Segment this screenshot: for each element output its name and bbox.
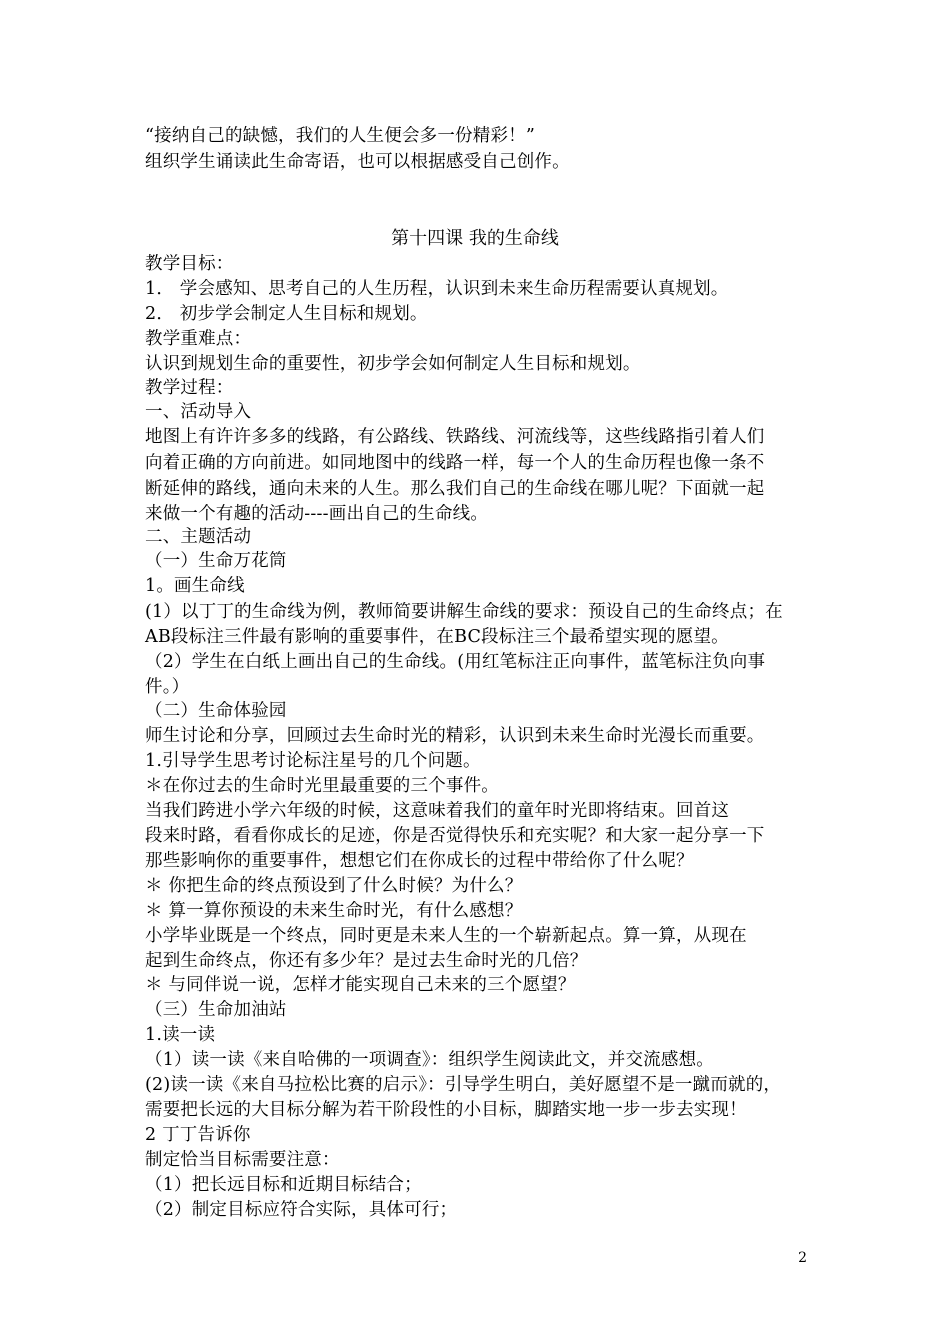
section1-heading: （一）生命万花筒	[145, 551, 287, 571]
life-quote: “接纳自己的缺憾，我们的人生便会多一份精彩！”	[145, 126, 535, 146]
question-1: ＊在你过去的生命时光里最重要的三个事件。	[145, 776, 499, 796]
part2-heading: 二、主题活动	[145, 527, 252, 547]
question-3-line-2: 起到生命终点，你还有多少年？是过去生命时光的几倍？	[145, 951, 588, 971]
section2-text: 师生讨论和分享，回顾过去生命时光的精彩，认识到未来生命时光漫长而重要。	[145, 726, 765, 746]
section3-heading: （三）生命加油站	[145, 1000, 287, 1020]
lesson-title: 第十四课 我的生命线	[391, 228, 559, 249]
page-number: 2	[798, 1250, 807, 1266]
tell-item-1: （1）把长远目标和近期目标结合；	[145, 1175, 422, 1195]
question-1-line-3: 那些影响你的重要事件，想想它们在你成长的过程中带给你了什么呢？	[145, 851, 694, 871]
key-heading: 教学重难点：	[145, 329, 252, 349]
draw-item-2-line-1: （2）学生在白纸上画出自己的生命线。(用红笔标注正向事件，蓝笔标注负向事	[145, 652, 766, 672]
goal-1: 1． 学会感知、思考自己的人生历程，认识到未来生命历程需要认真规划。	[145, 279, 729, 299]
draw-heading: 1。画生命线	[145, 576, 245, 596]
question-4: ＊ 与同伴说一说，怎样才能实现自己未来的三个愿望？	[145, 975, 576, 995]
read-item-1: （1）读一读《来自哈佛的一项调查》：组织学生阅读此文，并交流感想。	[145, 1050, 714, 1070]
intro-paragraph-line-2: 向着正确的方向前进。如同地图中的线路一样，每一个人的生命历程也像一条不	[145, 453, 765, 473]
tell-item-2: （2）制定目标应符合实际，具体可行；	[145, 1200, 458, 1220]
question-1-line-2: 段来时路，看看你成长的足迹，你是否觉得快乐和充实呢？和大家一起分享一下	[145, 826, 765, 846]
intro-paragraph-line-1: 地图上有许许多多的线路，有公路线、铁路线、河流线等，这些线路指引着人们	[145, 427, 765, 447]
intro-paragraph-line-3: 断延伸的路线，通向未来的人生。那么我们自己的生命线在哪儿呢？下面就一起	[145, 479, 765, 499]
read-item-2-line-1: (2)读一读《来自马拉松比赛的启示》：引导学生明白，美好愿望不是一蹴而就的，	[145, 1075, 782, 1095]
question-1-line-1: 当我们跨进小学六年级的时候，这意味着我们的童年时光即将结束。回首这	[145, 801, 730, 821]
draw-item-2-line-2: 件。）	[145, 677, 190, 697]
question-3-line-1: 小学毕业既是一个终点，同时更是未来人生的一个崭新起点。算一算，从现在	[145, 926, 747, 946]
part1-heading: 一、活动导入	[145, 402, 252, 422]
draw-item-1-line-1: (1）以丁丁的生命线为例，教师简要讲解生命线的要求：预设自己的生命终点；在	[145, 602, 783, 622]
draw-item-1-line-2: AB段标注三件最有影响的重要事件，在BC段标注三个最希望实现的愿望。	[145, 627, 729, 647]
goal-2: 2． 初步学会制定人生目标和规划。	[145, 304, 428, 324]
goals-heading: 教学目标：	[145, 254, 234, 274]
quote-note: 组织学生诵读此生命寄语，也可以根据感受自己创作。	[145, 152, 570, 172]
tell-heading: 2 丁丁告诉你	[145, 1125, 251, 1145]
section2-heading: （二）生命体验园	[145, 701, 287, 721]
read-heading: 1.读一读	[145, 1025, 216, 1045]
key-text: 认识到规划生命的重要性，初步学会如何制定人生目标和规划。	[145, 354, 641, 374]
process-heading: 教学过程：	[145, 378, 234, 398]
question-2: ＊ 你把生命的终点预设到了什么时候？为什么？	[145, 876, 523, 896]
guide-heading: 1.引导学生思考讨论标注星号的几个问题。	[145, 751, 481, 771]
question-3: ＊ 算一算你预设的未来生命时光，有什么感想？	[145, 901, 523, 921]
intro-paragraph-line-4: 来做一个有趣的活动----画出自己的生命线。	[145, 504, 489, 524]
read-item-2-line-2: 需要把长远的大目标分解为若干阶段性的小目标，脚踏实地一步一步去实现！	[145, 1100, 747, 1120]
tell-intro: 制定恰当目标需要注意：	[145, 1150, 340, 1170]
